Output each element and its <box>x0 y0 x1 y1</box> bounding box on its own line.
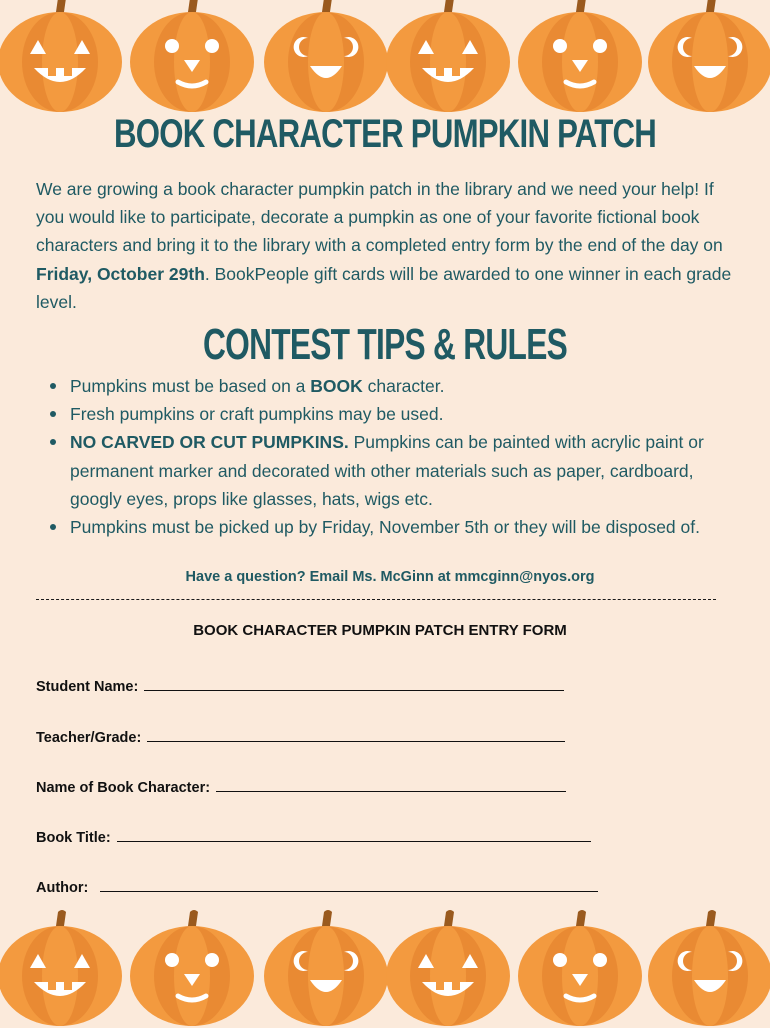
field-label: Book Title: <box>36 830 111 846</box>
cut-line-divider <box>36 599 716 600</box>
rule-text: Fresh pumpkins or craft pumpkins may be used. <box>70 404 444 425</box>
book-character-field[interactable] <box>36 777 566 796</box>
form-title: BOOK CHARACTER PUMPKIN PATCH ENTRY FORM <box>193 622 567 639</box>
field-label: Name of Book Character: <box>36 780 211 796</box>
book-character-line[interactable] <box>216 777 566 792</box>
field-label: Student Name: <box>36 679 139 695</box>
rule-text: Pumpkins must be picked up by Friday, November 5th or they will be disposed of. <box>70 517 700 538</box>
bottom-pumpkin-border <box>0 908 770 1028</box>
list-item <box>70 372 735 400</box>
pumpkin-icon <box>516 908 644 1028</box>
rules-list <box>70 372 735 541</box>
teacher-grade-field[interactable] <box>36 727 565 746</box>
pumpkin-icon <box>128 0 256 114</box>
author-line[interactable] <box>100 877 598 892</box>
list-item <box>70 428 735 513</box>
rule-bold: NO CARVED OR CUT PUMPKINS. <box>70 432 349 453</box>
teacher-grade-line[interactable] <box>147 727 565 742</box>
deadline-text: Friday, October 29th <box>36 263 205 284</box>
intro-paragraph <box>36 175 736 316</box>
field-label: Author: <box>36 880 89 896</box>
pumpkin-icon <box>128 908 256 1028</box>
pumpkin-icon <box>516 0 644 114</box>
rule-bold: BOOK <box>310 376 363 396</box>
student-name-line[interactable] <box>144 676 564 691</box>
list-item <box>70 513 735 541</box>
field-label: Teacher/Grade: <box>36 730 142 746</box>
book-title-line[interactable] <box>117 827 591 842</box>
contact-line: Have a question? Email Ms. McGinn at mmcginn@nyos.org <box>185 569 595 585</box>
pumpkin-icon <box>384 0 512 114</box>
student-name-field[interactable] <box>36 676 564 695</box>
author-field[interactable] <box>36 877 598 896</box>
pumpkin-icon <box>384 908 512 1028</box>
pumpkin-icon <box>0 908 124 1028</box>
rule-text: Pumpkins can be painted with acrylic paint or permanent marker and decorated with other materials such as paper, cardboard, googly eyes, props like glasses, hats, wigs etc. <box>70 432 704 509</box>
book-title-field[interactable] <box>36 827 591 846</box>
intro-text-end: . BookPeople gift cards will be awarded to one winner in each grade level. <box>36 263 732 312</box>
list-item <box>70 400 735 428</box>
rules-heading: CONTEST TIPS & RULES <box>202 320 568 369</box>
pumpkin-icon <box>646 0 770 114</box>
top-pumpkin-border <box>0 0 770 114</box>
pumpkin-icon <box>262 908 390 1028</box>
rule-text: character. <box>362 376 445 396</box>
pumpkin-icon <box>646 908 770 1028</box>
pumpkin-icon <box>0 0 124 114</box>
page-title: BOOK CHARACTER PUMPKIN PATCH <box>113 112 657 156</box>
intro-text: We are growing a book character pumpkin patch in the library and we need your help! If you would like to participate, decorate a pumpkin as one of your favorite fictional book characters and bring it to the library with a completed entry form by the end of the day on <box>36 179 723 256</box>
rule-text: Pumpkins must be based on a <box>70 376 311 396</box>
pumpkin-icon <box>262 0 390 114</box>
